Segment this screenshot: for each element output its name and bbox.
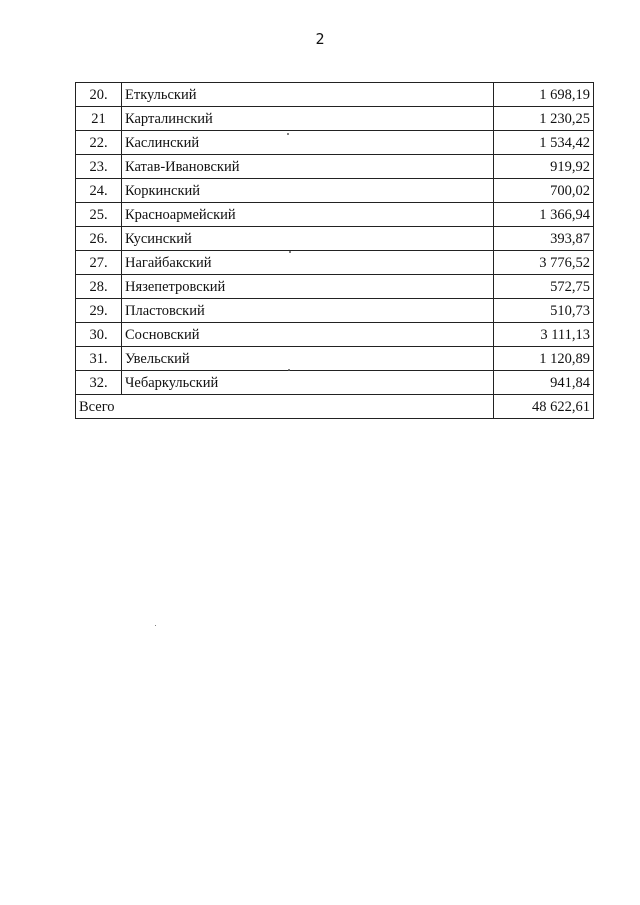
row-number: 20. — [76, 83, 122, 107]
district-name: Еткульский — [122, 83, 494, 107]
table-row — [76, 227, 594, 251]
page-number: 2 — [315, 30, 325, 48]
district-name: Увельский — [122, 347, 494, 371]
district-name: Кусинский — [122, 227, 494, 251]
district-name: Сосновский — [122, 323, 494, 347]
amount-value: 1 230,25 — [494, 107, 594, 131]
table-row — [76, 179, 594, 203]
row-number: 26. — [76, 227, 122, 251]
total-row — [76, 395, 594, 419]
table-row — [76, 299, 594, 323]
district-name: Нязепетровский — [122, 275, 494, 299]
amount-value: 393,87 — [494, 227, 594, 251]
amount-value: 700,02 — [494, 179, 594, 203]
district-name: Чебаркульский — [122, 371, 494, 395]
table-row — [76, 347, 594, 371]
amount-value: 3 111,13 — [494, 323, 594, 347]
amount-value: 3 776,52 — [494, 251, 594, 275]
table-row — [76, 371, 594, 395]
table-row — [76, 131, 594, 155]
row-number: 21 — [76, 107, 122, 131]
district-name: Карталинский — [122, 107, 494, 131]
total-value: 48 622,61 — [494, 395, 594, 419]
row-number: 32. — [76, 371, 122, 395]
row-number: 31. — [76, 347, 122, 371]
table-row — [76, 203, 594, 227]
district-amounts-table — [75, 82, 594, 419]
total-label: Всего — [76, 395, 494, 419]
row-number: 27. — [76, 251, 122, 275]
row-number: 24. — [76, 179, 122, 203]
district-name: Катав-Ивановский — [122, 155, 494, 179]
row-number: 22. — [76, 131, 122, 155]
row-number: 29. — [76, 299, 122, 323]
district-name: Коркинский — [122, 179, 494, 203]
district-name: Пластовский — [122, 299, 494, 323]
table-row — [76, 83, 594, 107]
scan-speck — [287, 133, 289, 135]
scan-speck — [289, 251, 291, 253]
district-name: Нагайбакский — [122, 251, 494, 275]
amount-value: 1 698,19 — [494, 83, 594, 107]
table-row — [76, 155, 594, 179]
amount-value: 1 534,42 — [494, 131, 594, 155]
amount-value: 941,84 — [494, 371, 594, 395]
scan-speck — [155, 625, 156, 626]
amount-value: 919,92 — [494, 155, 594, 179]
district-name: Красноармейский — [122, 203, 494, 227]
district-name: Каслинский — [122, 131, 494, 155]
amount-value: 1 366,94 — [494, 203, 594, 227]
row-number: 28. — [76, 275, 122, 299]
table-row — [76, 323, 594, 347]
scan-speck — [288, 369, 290, 371]
table-row — [76, 275, 594, 299]
row-number: 25. — [76, 203, 122, 227]
row-number: 23. — [76, 155, 122, 179]
row-number: 30. — [76, 323, 122, 347]
table-row — [76, 251, 594, 275]
table-row — [76, 107, 594, 131]
amount-value: 1 120,89 — [494, 347, 594, 371]
amount-value: 572,75 — [494, 275, 594, 299]
amount-value: 510,73 — [494, 299, 594, 323]
